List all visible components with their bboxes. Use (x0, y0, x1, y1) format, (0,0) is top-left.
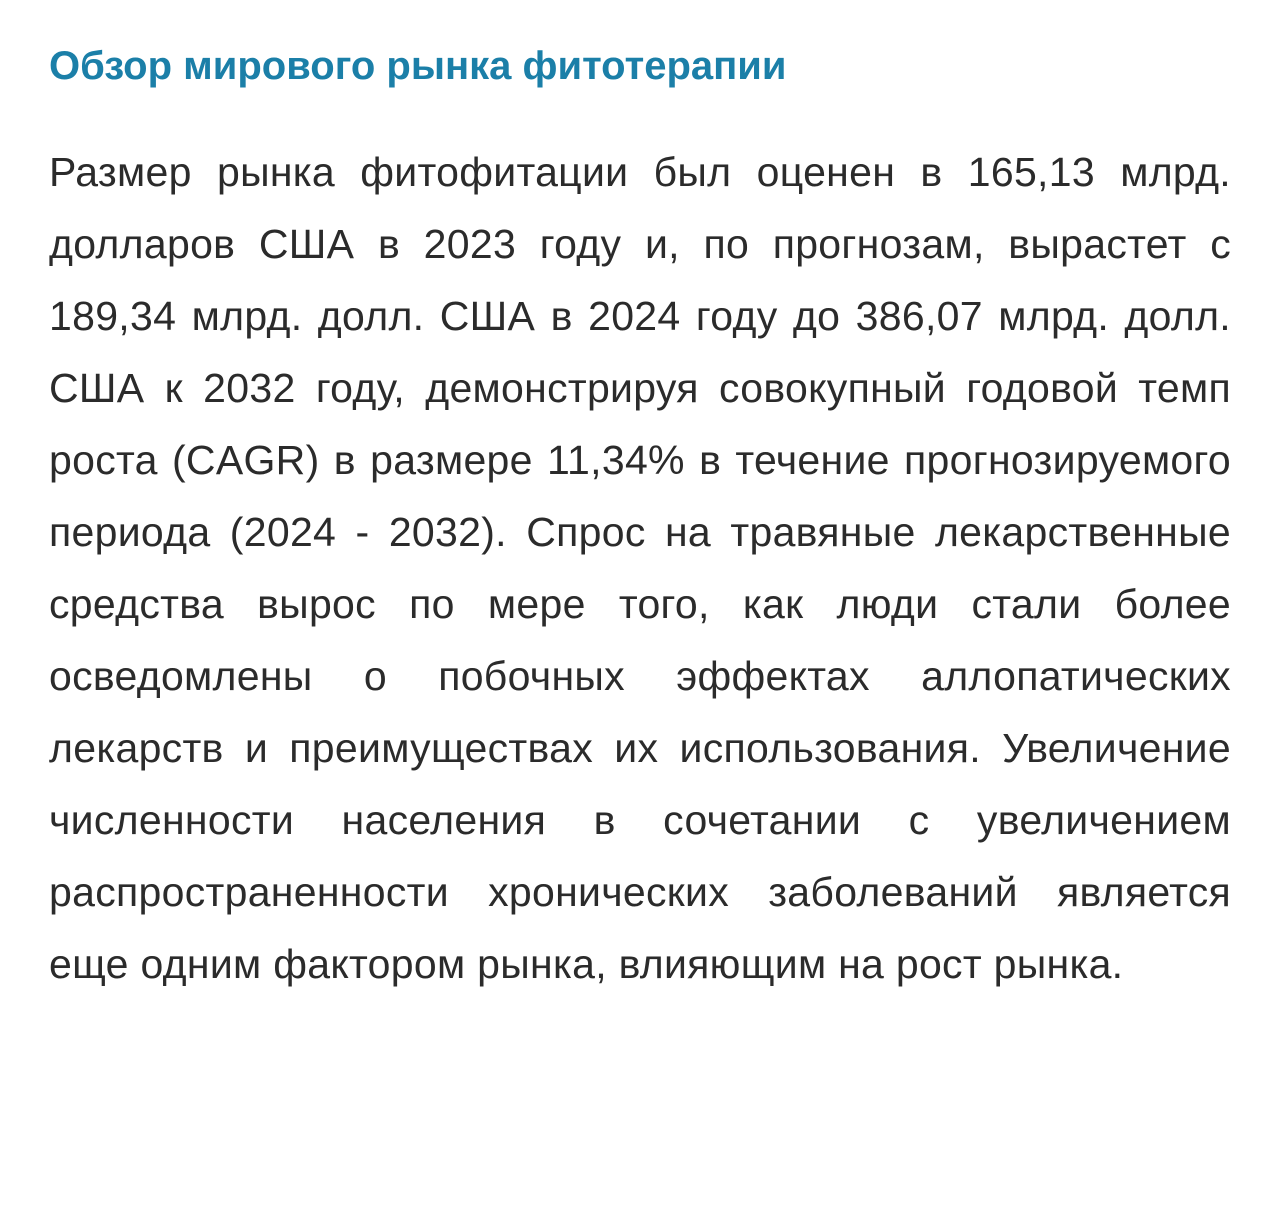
article-paragraph: Размер рынка фитофитации был оценен в 165,13 млрд. долларов США в 2023 году и, по прогнозам, вырастет с 189,34 млрд. долл. США в 2024 году до 386,07 млрд. долл. США к 2032 году, демонстрируя совокупный годовой темп роста (CAGR) в размере 11,34% в течение прогнозируемого периода (2024 - 2032). Спрос на травяные лекарственные средства вырос по мере того, как люди стали более осведомлены о побочных эффектах аллопатических лекарств и преимуществах их использования. Увеличение численности населения в сочетании с увеличением распространенности хронических заболеваний является еще одним фактором рынка, влияющим на рост рынка. (49, 149, 1231, 987)
article-title: Обзор мирового рынка фитотерапии (49, 44, 787, 88)
article (49, 34, 1231, 1000)
